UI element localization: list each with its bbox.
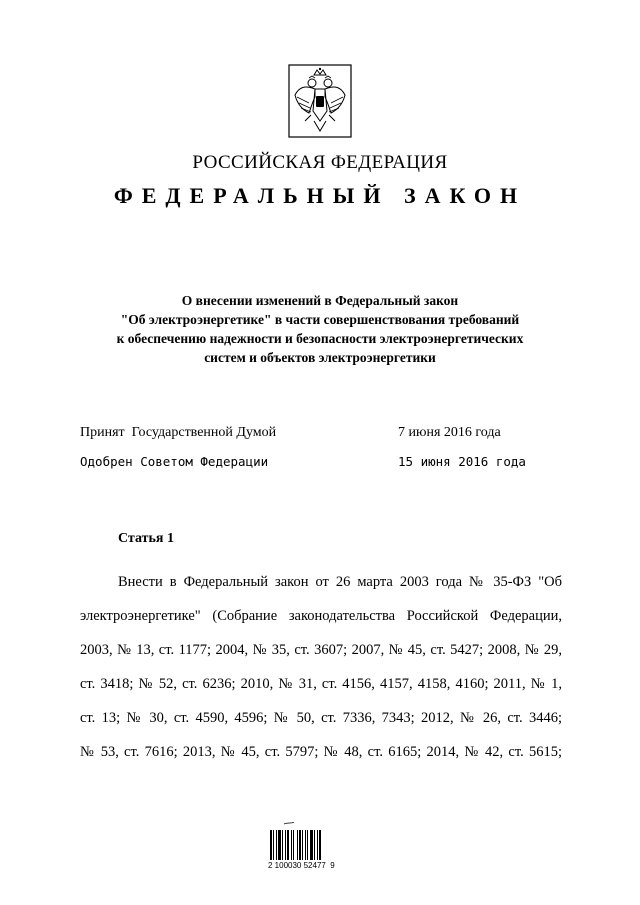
article-body (80, 565, 562, 769)
council-approval-label: Одобрен Советом Федерации (80, 454, 269, 469)
barcode-bar (310, 830, 313, 860)
article-text-line: № 53, ст. 7616; 2013, № 45, ст. 5797; № 48, ст. 6165; 2014, № 42, ст. 5615; (80, 744, 562, 760)
barcode-bar (305, 830, 306, 860)
law-subject (60, 291, 580, 367)
barcode-bar (314, 830, 315, 860)
subject-line: "Об электроэнергетике" в части совершенствования требований (120, 312, 520, 327)
duma-adoption-label: Принят Государственной Думой (80, 425, 277, 440)
barcode-bar (299, 830, 301, 860)
barcode-bar (307, 830, 308, 860)
coat-of-arms-icon (287, 63, 353, 139)
barcode-bar (291, 830, 292, 860)
barcode-bar (282, 830, 283, 860)
barcode-bar (285, 830, 286, 860)
subject-line: систем и объектов электроэнергетики (204, 350, 436, 365)
barcode-bar (293, 830, 294, 860)
article-text-line: ст. 13; № 30, ст. 4590, 4596; № 50, ст. 7336, 7343; 2012, № 26, ст. 3446; (80, 710, 562, 726)
barcode-bar (276, 830, 277, 860)
article-text-line: Внести в Федеральный закон от 26 марта 2003 года № 35-ФЗ "Об (118, 574, 562, 590)
article-heading: Статья 1 (118, 531, 174, 546)
barcode-bar (319, 830, 321, 860)
council-approval-date: 15 июня 2016 года (398, 454, 526, 469)
barcode-bar (317, 830, 318, 860)
article-text-line: 2003, № 13, ст. 1177; 2004, № 35, ст. 3607; 2007, № 45, ст. 5427; 2008, № 29, (80, 642, 562, 658)
subject-line: к обеспечению надежности и безопасности электроэнергетических (116, 331, 524, 346)
barcode-bar (302, 830, 303, 860)
barcode-bar (278, 830, 281, 860)
barcode-number: 2 100030 52477 9 (268, 861, 335, 870)
barcode-bar (270, 830, 272, 860)
law-type-title: ФЕДЕРАЛЬНЫЙ ЗАКОН (113, 183, 527, 208)
article-text-line: ст. 3418; № 52, ст. 6236; 2010, № 31, ст. 4156, 4157, 4158, 4160; 2011, № 1, (80, 676, 562, 692)
barcode-bar (273, 830, 274, 860)
barcode-bar (297, 830, 298, 860)
subject-line: О внесении изменений в Федеральный закон (181, 293, 459, 308)
country-name: РОССИЙСКАЯ ФЕДЕРАЦИЯ (192, 152, 448, 173)
barcode-bar (287, 830, 289, 860)
duma-adoption-date: 7 июня 2016 года (398, 425, 501, 440)
article-text-line: электроэнергетике" (Собрание законодательства Российской Федерации, (80, 608, 562, 624)
